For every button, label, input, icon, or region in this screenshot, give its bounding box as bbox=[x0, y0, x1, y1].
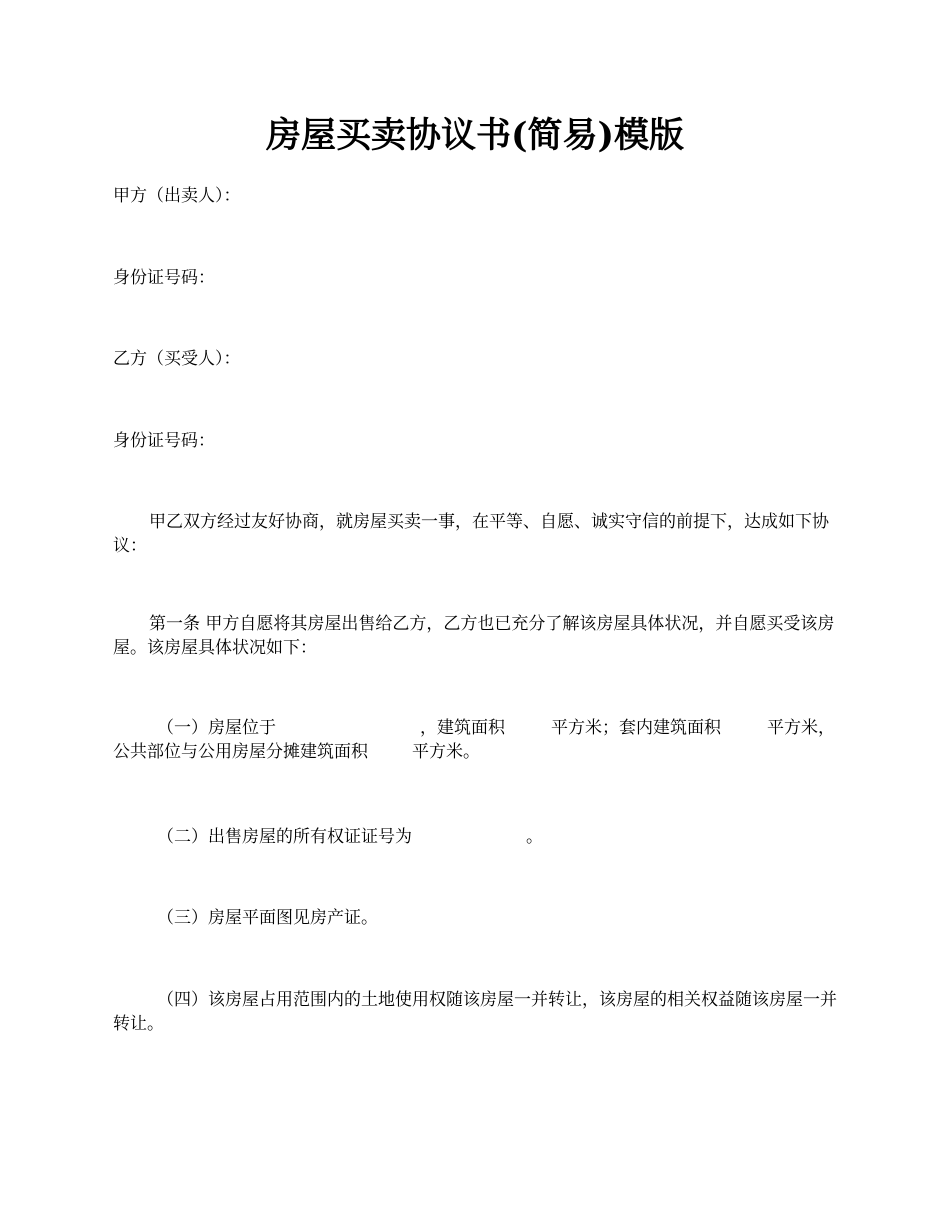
party-b-label: 乙方（买受人）： bbox=[113, 349, 241, 369]
item-2-part-b: 。 bbox=[526, 827, 543, 847]
party-a-id-label: 身份证号码： bbox=[113, 268, 215, 288]
item-2-part-a: （二）出售房屋的所有权证证号为 bbox=[157, 827, 412, 847]
item-4-paragraph: （四）该房屋占用范围内的土地使用权随该房屋一并转让，该房屋的相关权益随该房屋一并转让。 bbox=[113, 990, 837, 1034]
item-1-paragraph bbox=[113, 716, 840, 764]
intro-paragraph: 甲乙双方经过友好协商，就房屋买卖一事，在平等、自愿、诚实守信的前提下，达成如下协议： bbox=[113, 512, 829, 556]
item-1-part-e: 平方米。 bbox=[412, 742, 480, 762]
item-1-part-d: 平方米，公共部位与公用房屋分摊建筑面积 bbox=[113, 718, 835, 762]
party-a-label: 甲方（出卖人）： bbox=[113, 186, 241, 206]
item-3-paragraph: （三）房屋平面图见房产证。 bbox=[157, 908, 378, 928]
article-1-paragraph: 第一条 甲方自愿将其房屋出售给乙方，乙方也已充分了解该房屋具体状况，并自愿买受该房屋。该房屋具体状况如下： bbox=[113, 614, 835, 658]
party-b-id-label: 身份证号码： bbox=[113, 431, 215, 451]
item-1-part-a: （一）房屋位于 bbox=[157, 718, 276, 738]
document-title: 房屋买卖协议书(简易)模版 bbox=[265, 115, 685, 156]
item-1-part-b: ，建筑面积 bbox=[420, 718, 505, 738]
item-2-paragraph bbox=[157, 825, 543, 849]
item-1-part-c: 平方米；套内建筑面积 bbox=[551, 718, 721, 738]
